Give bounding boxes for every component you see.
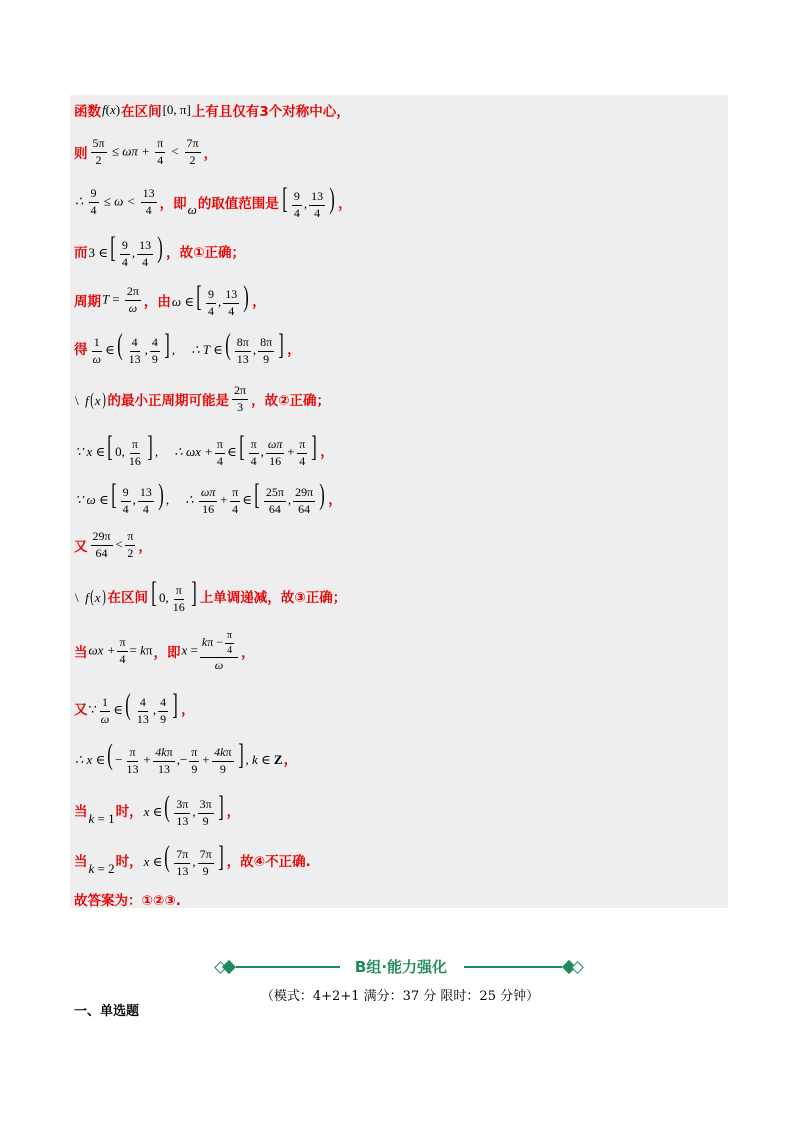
diamond-icon: [222, 960, 236, 974]
text: 当: [74, 804, 88, 821]
text: ，故②正确；: [251, 393, 331, 410]
formula: x ∈( $\frac{3\pi}{13}$ , $\frac{3\pi}{9}$ ]: [143, 790, 224, 828]
formula: [ $\frac{9}{4}$ , $\frac{13}{4}$ ): [282, 182, 335, 220]
formula: ∴ $\frac{9}{4}$ ≤ ω < $\frac{13}{4}$: [75, 185, 155, 217]
formula: k = 1: [88, 811, 115, 827]
solution-line-9: [74, 480, 342, 516]
text: 时，: [115, 854, 143, 871]
text: 当: [74, 645, 88, 662]
formula: ∵ x ∈[ 0, $\frac{\pi}{16}$ ] , ∴ ωx + $\frac{\pi}{4}$ ∈[ $\frac{\pi}{4}$ , $\frac{\omega\pi}{16}$ + $\frac{\pi}{4}$ ]: [75, 430, 317, 468]
text: ，: [241, 645, 255, 662]
formula: ωx + $\frac{\pi}{4}$ = kπ: [88, 635, 153, 666]
answer-summary: 故答案为：①②③.: [74, 893, 181, 909]
text: ，: [252, 294, 266, 311]
formula: ∵ ω ∈[ $\frac{9}{4}$ , $\frac{13}{4}$ ) , ∴ $\frac{\omega\pi}{16}$ + $\frac{\pi}{4}$ ∈[ $\frac{25\pi}{64}$ , $\frac{29\pi}{64}$ ): [75, 478, 325, 516]
formula: $\frac{2\pi}{3}$: [234, 383, 247, 414]
text: 上有且仅有3个对称中心，: [191, 104, 350, 120]
text: 的最小正周期可能是: [107, 393, 230, 410]
text: ，: [203, 146, 218, 163]
formula: \ f(x): [75, 585, 106, 606]
text: ，即: [159, 196, 187, 213]
divider: [236, 966, 340, 968]
group-b-header: [214, 952, 586, 982]
formula: f(x): [102, 102, 121, 117]
formula: ω: [187, 202, 197, 218]
text: 又: [74, 702, 88, 719]
formula: $\frac{1}{\omega}$ ∈( $\frac{4}{13}$ , $\frac{4}{9}$ ] , ∴ T ∈( $\frac{8\pi}{13}$ , $\frac{8\pi}{9}$ ]: [92, 328, 284, 366]
text: 时，: [115, 804, 143, 821]
text: 则: [74, 146, 88, 163]
text: 当: [74, 854, 88, 871]
solution-line-11: [74, 578, 346, 614]
solution-line-1: [74, 100, 350, 120]
text: ，: [283, 752, 298, 769]
formula: ∵ $\frac{1}{\omega}$ ∈( $\frac{4}{13}$ , $\frac{4}{9}$ ]: [88, 688, 178, 726]
text: 上单调递减，故③正确；: [199, 590, 347, 607]
text: ，: [287, 342, 301, 359]
text: ，故①正确；: [166, 245, 246, 262]
formula: x ∈( $\frac{7\pi}{13}$ , $\frac{7\pi}{9}$ ]: [143, 840, 224, 878]
solution-line-8: [74, 432, 334, 468]
text: ，由: [143, 294, 171, 311]
text: ，故④不正确.: [226, 854, 311, 871]
text: 又: [74, 539, 88, 556]
text: 周期: [74, 294, 101, 311]
group-b-title: B组·能力强化: [354, 958, 448, 976]
solution-line-5: [74, 282, 266, 318]
text: 而: [74, 245, 88, 262]
formula: [ 0, $\frac{\pi}{16}$ ]: [151, 576, 197, 614]
formula: ∴ x ∈( − $\frac{\pi}{13}$ + $\frac{4k\pi}{13}$ ,− $\frac{\pi}{9}$ + $\frac{4k\pi}{9}$ ] , k ∈ Z: [75, 738, 283, 776]
solution-line-4: [74, 233, 245, 269]
text: ，: [320, 444, 334, 461]
solution-line-17: [74, 889, 181, 909]
divider: [464, 966, 562, 968]
solution-line-13: [74, 690, 195, 726]
formula: $\frac{29\pi}{64}$ < $\frac{\pi}{2}$: [92, 529, 134, 560]
formula: [0, π]: [162, 102, 191, 117]
solution-line-6: [74, 330, 301, 366]
formula: T = $\frac{2\pi}{\omega}$: [102, 283, 139, 315]
solution-line-12: [74, 630, 255, 673]
text: ，: [226, 804, 241, 821]
formula: \ f(x): [75, 388, 106, 409]
text: 的取值范围是: [197, 196, 279, 213]
solution-line-10: [74, 530, 152, 561]
solution-line-3: [74, 184, 352, 220]
formula: $\frac{5\pi}{2}$ ≤ ωπ + $\frac{\pi}{4}$ < $\frac{7\pi}{2}$: [92, 136, 199, 167]
text: ，即: [153, 645, 181, 662]
solution-line-7: [74, 384, 330, 415]
solution-line-15: [74, 792, 240, 828]
formula: ω ∈[ $\frac{9}{4}$ , $\frac{13}{4}$ ): [171, 280, 249, 318]
solution-line-2: [74, 137, 217, 168]
group-b-note: （模式：4+2+1 满分：37 分 限时：25 分钟）: [260, 989, 540, 1004]
formula: 3 ∈[ $\frac{9}{4}$ , $\frac{13}{4}$ ): [88, 231, 163, 269]
section-heading: 一、单选题: [74, 1004, 140, 1019]
formula: x = kπ − $\frac{\pi}{4}$ ω: [181, 630, 242, 673]
formula: k = 2: [88, 861, 115, 877]
text: 函数: [74, 104, 101, 120]
text: ，: [338, 196, 352, 213]
text: ，: [328, 492, 342, 509]
solution-line-16: [74, 842, 311, 878]
text: 在区间: [107, 590, 149, 607]
text: ，: [181, 702, 195, 719]
text: ，: [138, 539, 152, 556]
text: 在区间: [121, 104, 162, 120]
solution-line-14: [74, 740, 297, 776]
text: 得: [74, 342, 88, 359]
